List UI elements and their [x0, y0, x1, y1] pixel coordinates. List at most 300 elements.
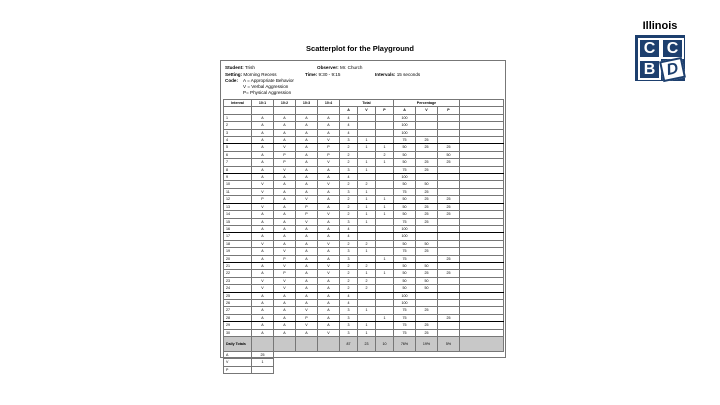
table-cell: P — [274, 151, 296, 158]
table-cell: 25 — [416, 270, 438, 277]
table-row — [224, 277, 504, 284]
table-cell: 4 — [340, 174, 358, 181]
table-cell: V — [274, 277, 296, 284]
table-cell — [460, 292, 504, 299]
table-cell — [376, 233, 394, 240]
table-cell: A — [274, 299, 296, 306]
table-cell — [460, 181, 504, 188]
interval-cell: 11 — [224, 188, 252, 195]
table-cell: 25 — [416, 196, 438, 203]
interval-cell: 13 — [224, 203, 252, 210]
intervals-label: Intervals: — [375, 72, 396, 77]
table-cell: V — [296, 322, 318, 329]
totals-blank — [460, 337, 504, 352]
subheader-total-a: A — [340, 107, 358, 114]
table-cell: 3 — [340, 329, 358, 336]
interval-cell: 14 — [224, 211, 252, 218]
table-cell: A — [252, 329, 274, 336]
table-cell: 25 — [416, 322, 438, 329]
table-cell: A — [318, 188, 340, 195]
totals-blank — [318, 337, 340, 352]
summary-row — [224, 352, 504, 359]
setting-field — [225, 72, 277, 77]
table-cell: 50 — [394, 211, 416, 218]
table-cell: V — [252, 277, 274, 284]
table-cell: A — [296, 262, 318, 269]
table-cell: A — [296, 233, 318, 240]
table-cell: A — [296, 270, 318, 277]
table-cell: 2 — [340, 285, 358, 292]
table-cell: 50 — [416, 285, 438, 292]
table-cell — [416, 255, 438, 262]
table-cell: A — [274, 233, 296, 240]
table-cell — [376, 181, 394, 188]
table-cell: 50 — [416, 262, 438, 269]
table-row — [224, 166, 504, 173]
table-row — [224, 299, 504, 306]
table-cell: P — [318, 144, 340, 151]
table-cell: P — [274, 255, 296, 262]
table-cell — [460, 196, 504, 203]
table-cell — [460, 114, 504, 121]
table-row — [224, 129, 504, 136]
table-cell — [376, 174, 394, 181]
table-cell: A — [296, 240, 318, 247]
table-cell: 50 — [438, 151, 460, 158]
table-cell: A — [296, 277, 318, 284]
table-row — [224, 270, 504, 277]
table-cell — [460, 285, 504, 292]
table-cell: 25 — [438, 144, 460, 151]
table-cell: A — [252, 114, 274, 121]
table-cell — [416, 174, 438, 181]
header-percentage: Percentage — [394, 100, 460, 107]
table-cell: A — [318, 166, 340, 173]
table-cell — [376, 225, 394, 232]
table-cell: V — [274, 166, 296, 173]
interval-cell: 9 — [224, 174, 252, 181]
header-interval: Interval — [224, 100, 252, 107]
interval-cell: 21 — [224, 262, 252, 269]
table-row — [224, 218, 504, 225]
table-cell: 4 — [340, 114, 358, 121]
table-cell: A — [274, 203, 296, 210]
interval-cell: 5 — [224, 144, 252, 151]
interval-cell: 29 — [224, 322, 252, 329]
table-cell: 2 — [376, 151, 394, 158]
table-cell — [460, 137, 504, 144]
table-cell: 25 — [438, 314, 460, 321]
table-cell: 50 — [394, 196, 416, 203]
table-cell: A — [318, 129, 340, 136]
table-cell — [376, 137, 394, 144]
table-cell: A — [252, 159, 274, 166]
table-cell: 1 — [358, 188, 376, 195]
table-cell: 50 — [394, 159, 416, 166]
table-cell: A — [296, 299, 318, 306]
table-row — [224, 322, 504, 329]
table-cell — [376, 307, 394, 314]
table-cell: 4 — [340, 299, 358, 306]
table-cell: A — [274, 314, 296, 321]
table-cell — [438, 322, 460, 329]
table-cell: A — [318, 114, 340, 121]
table-cell: 1 — [358, 203, 376, 210]
table-cell: 25 — [416, 211, 438, 218]
header-blank — [460, 100, 504, 107]
scatterplot-sheet — [220, 60, 506, 372]
table-cell — [376, 262, 394, 269]
interval-cell: 24 — [224, 285, 252, 292]
table-cell: 2 — [340, 277, 358, 284]
intervals-field — [375, 72, 420, 77]
table-cell — [460, 159, 504, 166]
header-time-2: 10:2 — [274, 100, 296, 107]
table-row — [224, 188, 504, 195]
table-cell — [460, 129, 504, 136]
table-cell: A — [252, 129, 274, 136]
subheader-blank — [224, 107, 252, 114]
table-cell: A — [252, 262, 274, 269]
table-cell: A — [296, 248, 318, 255]
table-cell: P — [252, 196, 274, 203]
table-cell: A — [318, 299, 340, 306]
setting-value: Morning Recess — [243, 72, 277, 77]
table-cell — [438, 129, 460, 136]
table-cell — [438, 240, 460, 247]
table-cell: A — [296, 166, 318, 173]
interval-cell: 30 — [224, 329, 252, 336]
table-cell: V — [296, 196, 318, 203]
table-cell: 25 — [416, 159, 438, 166]
table-cell — [416, 292, 438, 299]
table-row — [224, 262, 504, 269]
table-cell — [358, 314, 376, 321]
table-cell: 3 — [340, 255, 358, 262]
observer-label: Observer: — [317, 65, 339, 70]
table-cell: A — [274, 181, 296, 188]
table-cell: 100 — [394, 129, 416, 136]
table-cell: A — [252, 211, 274, 218]
table-cell — [460, 151, 504, 158]
table-cell: A — [252, 292, 274, 299]
table-row — [224, 174, 504, 181]
table-cell: 100 — [394, 174, 416, 181]
subheader-blank — [252, 107, 274, 114]
table-cell — [416, 151, 438, 158]
table-cell: A — [274, 137, 296, 144]
pct-v: 19% — [416, 337, 438, 352]
interval-cell: 26 — [224, 299, 252, 306]
table-cell — [438, 329, 460, 336]
header-time-3: 10:3 — [296, 100, 318, 107]
table-cell — [460, 240, 504, 247]
table-cell: A — [252, 307, 274, 314]
table-cell: 2 — [358, 262, 376, 269]
table-cell: 1 — [358, 211, 376, 218]
table-cell: V — [296, 307, 318, 314]
interval-cell: 28 — [224, 314, 252, 321]
table-cell: 50 — [416, 277, 438, 284]
student-value: Trish — [244, 65, 255, 70]
table-cell: 3 — [340, 166, 358, 173]
table-cell: 100 — [394, 122, 416, 129]
table-cell: 100 — [394, 225, 416, 232]
interval-cell: 6 — [224, 151, 252, 158]
table-cell — [438, 114, 460, 121]
interval-cell: 12 — [224, 196, 252, 203]
scatterplot-table — [223, 99, 504, 374]
summary-value: 1 — [252, 359, 274, 366]
table-cell: 1 — [358, 166, 376, 173]
table-cell: A — [318, 255, 340, 262]
table-row — [224, 211, 504, 218]
table-cell: 50 — [394, 277, 416, 284]
table-cell — [438, 262, 460, 269]
table-cell: 1 — [376, 144, 394, 151]
table-cell: 25 — [438, 270, 460, 277]
header-total: Total — [340, 100, 394, 107]
table-cell: 2 — [340, 203, 358, 210]
interval-cell: 2 — [224, 122, 252, 129]
logo-grid — [635, 35, 685, 81]
table-cell — [460, 233, 504, 240]
table-cell: 50 — [394, 144, 416, 151]
table-cell — [416, 233, 438, 240]
table-cell: A — [274, 188, 296, 195]
table-cell — [438, 277, 460, 284]
table-cell: V — [318, 240, 340, 247]
table-cell: 100 — [394, 114, 416, 121]
interval-cell: 10 — [224, 181, 252, 188]
table-cell: 2 — [340, 151, 358, 158]
table-cell: A — [318, 277, 340, 284]
totals-blank — [274, 337, 296, 352]
subheader-blank — [274, 107, 296, 114]
table-cell — [438, 233, 460, 240]
table-cell: P — [296, 211, 318, 218]
table-cell: V — [252, 188, 274, 195]
table-cell — [438, 292, 460, 299]
table-cell: A — [296, 255, 318, 262]
table-row — [224, 225, 504, 232]
table-cell — [438, 122, 460, 129]
table-cell: A — [252, 233, 274, 240]
table-cell — [460, 166, 504, 173]
table-cell: 50 — [394, 285, 416, 292]
table-cell: V — [318, 270, 340, 277]
logo-letter: C — [638, 38, 661, 59]
table-cell: 2 — [358, 240, 376, 247]
table-cell: 1 — [376, 270, 394, 277]
interval-cell: 3 — [224, 129, 252, 136]
summary-row — [224, 359, 504, 366]
table-cell: A — [274, 307, 296, 314]
table-cell: 1 — [358, 159, 376, 166]
table-cell: 25 — [416, 188, 438, 195]
table-cell: 2 — [340, 240, 358, 247]
table-cell: 1 — [376, 203, 394, 210]
table-row — [224, 159, 504, 166]
subheader-blank — [460, 107, 504, 114]
logo-word: Illinois — [642, 20, 678, 32]
table-row — [224, 137, 504, 144]
table-row — [224, 203, 504, 210]
table-cell: A — [318, 292, 340, 299]
table-cell: 50 — [416, 240, 438, 247]
table-cell: 4 — [340, 122, 358, 129]
table-cell: 1 — [376, 196, 394, 203]
summary-row — [224, 366, 504, 373]
table-cell: 75 — [394, 188, 416, 195]
table-cell — [460, 255, 504, 262]
table-cell — [460, 248, 504, 255]
table-cell: A — [296, 329, 318, 336]
table-cell — [416, 129, 438, 136]
interval-cell: 18 — [224, 240, 252, 247]
table-cell: 75 — [394, 329, 416, 336]
table-cell: 3 — [340, 322, 358, 329]
table-cell: V — [274, 144, 296, 151]
table-cell — [460, 203, 504, 210]
table-cell: 1 — [358, 248, 376, 255]
table-cell: A — [274, 122, 296, 129]
table-cell: P — [274, 270, 296, 277]
table-cell: 1 — [358, 329, 376, 336]
table-cell — [438, 248, 460, 255]
table-cell: A — [318, 225, 340, 232]
summary-spacer — [274, 359, 504, 366]
table-cell: A — [252, 255, 274, 262]
table-cell: 50 — [394, 240, 416, 247]
interval-cell: 27 — [224, 307, 252, 314]
table-row — [224, 196, 504, 203]
table-row — [224, 240, 504, 247]
table-cell — [416, 314, 438, 321]
summary-label: A — [224, 352, 252, 359]
table-cell: V — [318, 137, 340, 144]
table-cell: A — [252, 270, 274, 277]
table-cell: 4 — [340, 233, 358, 240]
table-cell: A — [274, 225, 296, 232]
table-cell: 25 — [416, 248, 438, 255]
daily-totals-row — [224, 337, 504, 352]
table-cell: A — [296, 188, 318, 195]
table-cell — [416, 122, 438, 129]
table-cell: V — [318, 262, 340, 269]
table-cell: 100 — [394, 233, 416, 240]
table-cell: 1 — [358, 270, 376, 277]
table-cell: 75 — [394, 218, 416, 225]
table-cell — [358, 174, 376, 181]
code-appropriate: A = Appropriate Behavior — [243, 78, 294, 83]
table-row — [224, 151, 504, 158]
table-cell: 2 — [340, 262, 358, 269]
interval-cell: 1 — [224, 114, 252, 121]
table-cell: 2 — [358, 285, 376, 292]
student-label: Student: — [225, 65, 244, 70]
table-cell — [438, 137, 460, 144]
subheader-blank — [318, 107, 340, 114]
table-cell: 25 — [438, 196, 460, 203]
table-cell: A — [318, 285, 340, 292]
table-cell: 3 — [340, 218, 358, 225]
table-cell: V — [274, 262, 296, 269]
interval-cell: 23 — [224, 277, 252, 284]
table-cell: V — [252, 240, 274, 247]
summary-value — [252, 366, 274, 373]
table-cell: 25 — [416, 166, 438, 173]
table-cell: 1 — [376, 159, 394, 166]
table-cell: 1 — [358, 307, 376, 314]
table-cell — [438, 285, 460, 292]
table-cell — [416, 299, 438, 306]
table-cell — [358, 129, 376, 136]
table-cell — [358, 255, 376, 262]
table-cell: 2 — [358, 277, 376, 284]
logo-letter: D — [659, 57, 686, 82]
table-cell — [460, 211, 504, 218]
table-cell — [460, 225, 504, 232]
table-cell — [376, 129, 394, 136]
table-row — [224, 292, 504, 299]
table-cell — [416, 114, 438, 121]
table-cell: 25 — [416, 307, 438, 314]
table-cell: 2 — [340, 144, 358, 151]
table-cell: 75 — [394, 307, 416, 314]
observer-field — [317, 65, 362, 70]
table-cell: 3 — [340, 248, 358, 255]
table-cell: V — [318, 329, 340, 336]
student-field — [225, 65, 255, 70]
table-cell: 2 — [340, 211, 358, 218]
table-cell: 3 — [340, 314, 358, 321]
table-cell — [460, 322, 504, 329]
table-cell: A — [252, 151, 274, 158]
total-p: 10 — [376, 337, 394, 352]
code-physical: P= Physical Aggression — [243, 90, 292, 95]
table-cell: 1 — [376, 255, 394, 262]
interval-cell: 22 — [224, 270, 252, 277]
table-cell: V — [318, 181, 340, 188]
table-cell — [376, 188, 394, 195]
table-cell — [438, 188, 460, 195]
table-cell — [376, 114, 394, 121]
table-cell — [438, 166, 460, 173]
table-row — [224, 285, 504, 292]
table-cell: 2 — [340, 196, 358, 203]
table-cell: 25 — [438, 255, 460, 262]
interval-cell: 20 — [224, 255, 252, 262]
table-cell: 50 — [394, 270, 416, 277]
table-cell: 25 — [416, 218, 438, 225]
table-cell: A — [318, 248, 340, 255]
table-cell: 50 — [394, 151, 416, 158]
table-cell: 1 — [358, 196, 376, 203]
observer-value: Mr. Church — [340, 65, 363, 70]
code-verbal: V = Verbal Aggression — [243, 84, 289, 89]
pct-a: 76% — [394, 337, 416, 352]
table-cell — [358, 292, 376, 299]
table-cell: 1 — [376, 314, 394, 321]
table-cell: A — [274, 218, 296, 225]
table-cell: A — [296, 285, 318, 292]
subheader-pct-p: P — [438, 107, 460, 114]
table-cell — [376, 292, 394, 299]
table-cell — [376, 166, 394, 173]
table-cell: A — [274, 114, 296, 121]
table-cell: 75 — [394, 248, 416, 255]
